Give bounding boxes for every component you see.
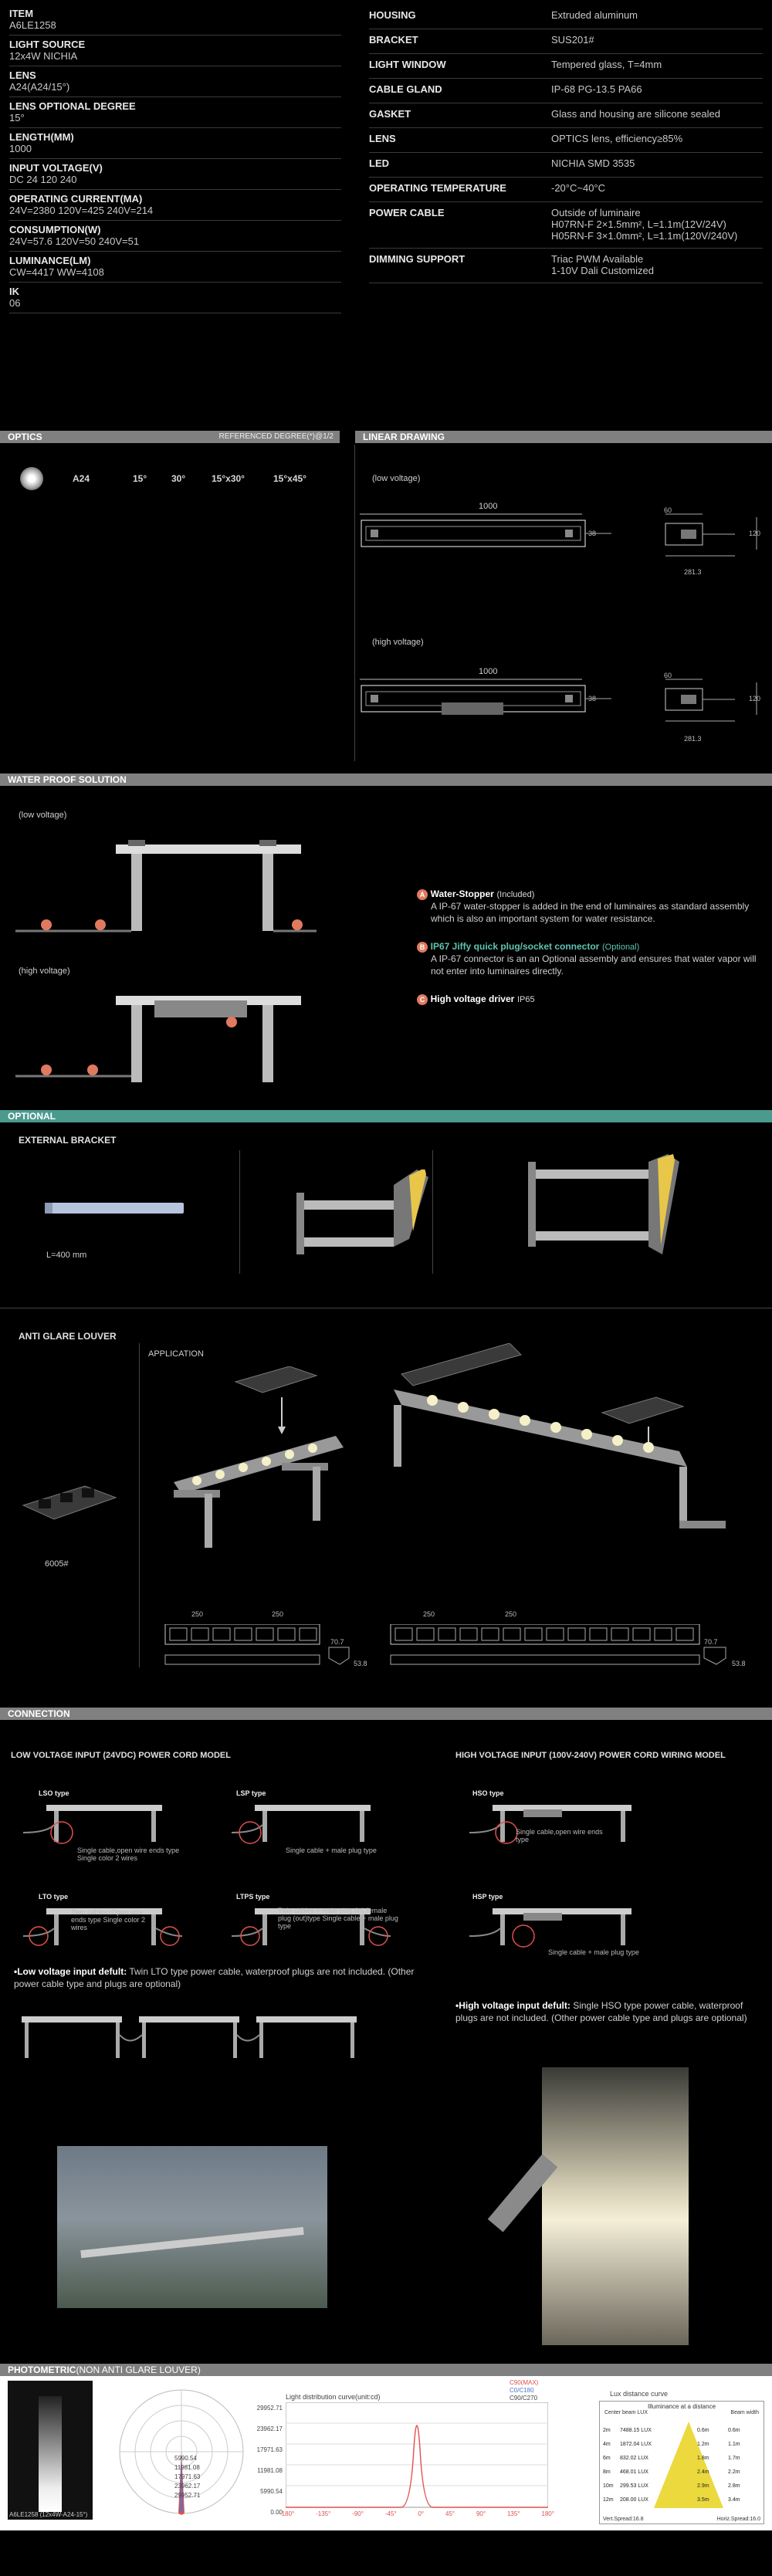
spec-value: H07RN-F 2×1.5mm², L=1.1m(12V/24V) — [551, 218, 726, 230]
spec-value: 06 — [9, 297, 21, 309]
lux-cell: 299.53 LUX — [620, 2483, 648, 2489]
lux-row — [600, 2437, 764, 2451]
spec-value: OPTICS lens, efficiency≥85% — [551, 133, 683, 144]
spec-row — [369, 128, 763, 153]
beam-sample — [8, 2381, 93, 2520]
waterproof-item-b-title: IP67 Jiffy quick plug/socket connector — [430, 941, 600, 952]
degree-4: 15°x45° — [273, 473, 306, 484]
lux-col-1: Beam width — [730, 2410, 759, 2415]
lux-cell: 2.8m — [728, 2483, 740, 2489]
vert-spread: Vert.Spread:16.8 — [603, 2517, 644, 2522]
spec-value: 1-10V Dali Customized — [551, 265, 654, 276]
linear-high-drawing — [357, 675, 766, 744]
spec-row — [369, 54, 763, 79]
curve-y-3: 11981.08 — [257, 2467, 283, 2474]
waterproof-notes — [417, 888, 764, 1005]
photometric-title: PHOTOMETRIC — [8, 2364, 76, 2375]
lux-row — [600, 2465, 764, 2479]
louver-part — [15, 1482, 124, 1528]
spec-row — [369, 178, 763, 202]
spec-row — [9, 5, 341, 36]
spec-row — [369, 103, 763, 128]
external-bracket-title: EXTERNAL BRACKET — [19, 1135, 117, 1146]
spec-value: SUS201# — [551, 34, 594, 46]
wall-light-photo — [542, 2067, 689, 2345]
curve-x-8: 180° — [541, 2510, 554, 2517]
waterproof-item-c-title: High voltage driver — [430, 994, 515, 1004]
high-voltage-title: HIGH VOLTAGE INPUT (100V-240V) POWER CORD WIRING MODEL — [455, 1751, 726, 1760]
waterproof-item-b — [417, 940, 764, 977]
lux-title: Lux distance curve — [610, 2390, 669, 2398]
polar-val-4: 23962.17 — [174, 2483, 201, 2490]
degree-1: 15° — [133, 473, 147, 484]
lux-cell: 1.2m — [697, 2441, 709, 2447]
beam-glow — [39, 2396, 62, 2512]
waterproof-title: WATER PROOF SOLUTION — [8, 774, 127, 785]
spec-value-group — [9, 297, 341, 309]
lux-table — [600, 2423, 764, 2507]
curve-y-0: 29952.71 — [256, 2405, 283, 2412]
spec-value-group — [9, 112, 341, 124]
lux-panel — [599, 2401, 764, 2524]
linear-low-label: (low voltage) — [372, 474, 421, 483]
lux-cell: 2.2m — [728, 2469, 740, 2475]
curve-y-2: 17971.63 — [256, 2446, 283, 2453]
application-1 — [158, 1366, 390, 1559]
curve-x-axis — [279, 2510, 554, 2517]
linear-drawing-bar — [355, 431, 772, 443]
installation-photo — [57, 2146, 327, 2308]
linear-high-bracket: 120 — [749, 695, 761, 702]
photometric-bar — [0, 2364, 772, 2376]
spec-label: LENS OPTIONAL DEGREE — [9, 100, 136, 112]
spec-row — [9, 128, 341, 159]
ltps-desc: Twin cables + male plug (in),female plug (out)type Single cable + male plug type — [278, 1907, 398, 1930]
polar-val-1: 5990.54 — [174, 2455, 197, 2462]
curve-x-2: -90° — [352, 2510, 364, 2517]
louver-dim-b: 250 — [272, 1610, 284, 1618]
curve-legend — [510, 2379, 538, 2402]
spec-label: LENS — [9, 69, 36, 81]
bracket-assembly-2 — [525, 1154, 687, 1270]
linear-high-total: 281.3 — [684, 735, 702, 743]
louver-dim-a: 250 — [191, 1610, 204, 1618]
hsp-name: HSP type — [472, 1893, 503, 1901]
spec-value: A24(A24/15°) — [9, 81, 70, 93]
polar-val-5: 29952.71 — [174, 2492, 201, 2499]
linear-low-bracket: 120 — [749, 530, 761, 537]
spec-value: 24V=2380 120V=425 240V=214 — [9, 205, 154, 216]
photo-fixture — [80, 2227, 303, 2258]
spec-value: Glass and housing are silicone sealed — [551, 108, 720, 120]
lux-row — [600, 2479, 764, 2493]
waterproof-item-a-desc: A IP-67 water-stopper is added in the end of luminaires as standard assembly which is also an important system for water resistance. — [431, 901, 750, 924]
linear-low-width: 60 — [664, 506, 672, 514]
linear-title: LINEAR DRAWING — [363, 432, 445, 442]
spec-table-right — [369, 5, 763, 283]
degree-3: 15°x30° — [212, 473, 245, 484]
spec-row — [9, 283, 341, 313]
section-divider — [354, 445, 355, 761]
spec-value-group — [9, 174, 341, 185]
spec-label: ITEM — [9, 8, 34, 19]
louver-dim-left — [154, 1624, 355, 1678]
lux-cell: 2.9m — [697, 2483, 709, 2489]
low-chain-diagram — [14, 2012, 384, 2066]
waterproof-low-label: (low voltage) — [19, 811, 67, 820]
bracket-drawing — [45, 1195, 191, 1226]
high-default-note — [455, 1999, 764, 2024]
lux-cell: 2.4m — [697, 2469, 709, 2475]
curve-x-5: 45° — [445, 2510, 455, 2517]
spec-label: LIGHT WINDOW — [369, 59, 446, 70]
optional-bar — [0, 1110, 772, 1122]
spec-label: LUMINANCE(LM) — [9, 255, 91, 266]
connection-title: CONNECTION — [8, 1708, 70, 1719]
lux-cell: 8m — [603, 2469, 611, 2475]
lux-row — [600, 2451, 764, 2465]
badge-b-icon: B — [417, 942, 428, 953]
optics-title: OPTICS — [8, 432, 42, 442]
lso-desc: Single cable,open wire ends type Single color 2 wires — [77, 1847, 180, 1862]
linear-high-length: 1000 — [479, 667, 498, 676]
lto-desc: Twin cables+Open wire ends type Single color 2 wires — [71, 1908, 146, 1931]
beam-sample-label: A6LE1258 (12x4W-A24-15°) — [9, 2511, 88, 2518]
louver-code: 6005# — [45, 1559, 69, 1569]
low-voltage-title: LOW VOLTAGE INPUT (24VDC) POWER CORD MODEL — [11, 1751, 231, 1760]
louver-dim-c2: 70.7 — [704, 1638, 718, 1646]
curve-x-6: 90° — [476, 2510, 486, 2517]
wall-fixture — [488, 2155, 558, 2232]
spec-value: 24V=57.6 120V=50 240V=51 — [9, 235, 140, 247]
spec-value: 15° — [9, 112, 25, 124]
photometric-note: (NON ANTI GLARE LOUVER) — [76, 2364, 201, 2375]
waterproof-item-c-suffix: IP65 — [516, 995, 535, 1004]
lux-cell: 6m — [603, 2455, 611, 2461]
spec-label: LENGTH(MM) — [9, 131, 74, 143]
spec-value: A6LE1258 — [9, 19, 56, 31]
lens-icon — [20, 467, 43, 490]
spec-row — [369, 249, 763, 283]
lux-cell: 0.6m — [697, 2427, 709, 2433]
curve-x-1: -135° — [316, 2510, 331, 2517]
low-default-text: Twin LTO type power cable, waterproof plugs are not included. (Other power cable type and plugs are optional) — [14, 1966, 415, 1989]
linear-high-label: (high voltage) — [372, 638, 424, 647]
spec-value-group — [551, 157, 635, 171]
spec-value: Extruded aluminum — [551, 9, 638, 21]
spec-label: IK — [9, 286, 19, 297]
spec-value: CW=4417 WW=4108 — [9, 266, 104, 278]
lux-col-headers — [600, 2410, 764, 2415]
spec-value-group — [9, 19, 341, 31]
lux-cell: 3.5m — [697, 2496, 709, 2503]
waterproof-item-a-title: Water-Stopper — [430, 889, 494, 899]
legend-c0c180: C0/C180 — [510, 2387, 534, 2394]
lux-col-0: Center beam LUX — [604, 2410, 648, 2415]
spec-row — [9, 97, 341, 128]
linear-high-height: 38 — [588, 695, 597, 702]
spec-label: DIMMING SUPPORT — [369, 253, 466, 265]
low-default-note — [14, 1965, 415, 1990]
lux-row — [600, 2493, 764, 2507]
spec-row — [9, 221, 341, 252]
lsp-desc: Single cable + male plug type — [286, 1847, 377, 1854]
lux-header: Illuminance at a distance — [647, 2403, 716, 2410]
spec-row — [9, 252, 341, 283]
spec-row — [369, 5, 763, 29]
lsp-diagram — [224, 1802, 378, 1848]
degree-2: 30° — [171, 473, 186, 484]
curve-x-7: 135° — [506, 2510, 520, 2517]
curve-y-1: 23962.17 — [256, 2425, 283, 2432]
linear-high-width: 60 — [664, 672, 672, 679]
waterproof-bar — [0, 773, 772, 786]
badge-a-icon: A — [417, 889, 428, 900]
bracket-assembly-1 — [293, 1170, 440, 1270]
spec-table-left — [9, 5, 341, 313]
spec-value-group — [9, 81, 341, 93]
curve-x-4: 0° — [418, 2510, 425, 2517]
spec-row — [9, 66, 341, 97]
louver-dim-c: 70.7 — [330, 1638, 344, 1646]
louver-title: ANTI GLARE LOUVER — [19, 1331, 117, 1342]
louver-dim-d2: 53.8 — [732, 1660, 746, 1667]
spec-value: Tempered glass, T=4mm — [551, 59, 662, 70]
lsp-name: LSP type — [236, 1789, 266, 1797]
lso-diagram — [15, 1802, 185, 1848]
waterproof-item-a-suffix: (Included) — [496, 890, 535, 899]
spec-label: LENS — [369, 133, 396, 144]
spec-row — [369, 153, 763, 178]
spec-label: CONSUMPTION(W) — [9, 224, 101, 235]
lux-cell: 208.00 LUX — [620, 2496, 648, 2503]
optional-title: OPTIONAL — [8, 1111, 56, 1122]
curve-title: Light distribution curve(unit:cd) — [286, 2393, 381, 2401]
spec-label: CABLE GLAND — [369, 83, 442, 95]
spec-label: OPERATING TEMPERATURE — [369, 182, 506, 194]
louver-divider — [139, 1343, 140, 1667]
spec-value: 12x4W NICHIA — [9, 50, 78, 62]
waterproof-item-c — [417, 993, 764, 1005]
spec-value: H05RN-F 3×1.0mm², L=1.1m(120V/240V) — [551, 230, 738, 242]
spec-row — [9, 36, 341, 66]
spec-label: POWER CABLE — [369, 207, 445, 218]
spec-value-group — [9, 205, 341, 216]
spec-value-group — [551, 182, 605, 195]
spec-value-group — [9, 235, 341, 247]
spec-label: GASKET — [369, 108, 411, 120]
high-default-label: •High voltage input defult: — [455, 2000, 571, 2011]
lux-cell: 832.02 LUX — [620, 2455, 648, 2461]
lux-cell: 1872.04 LUX — [620, 2441, 652, 2447]
louver-dim-right — [386, 1624, 749, 1678]
linear-low-drawing — [357, 509, 766, 579]
optics-row — [15, 467, 340, 490]
spec-value-group — [551, 253, 654, 276]
curve-y-axis — [245, 2398, 283, 2523]
waterproof-item-a — [417, 888, 764, 925]
hsp-desc: Single cable + male plug type — [548, 1948, 639, 1956]
curve-y-4: 5990.54 — [260, 2488, 283, 2495]
optics-bar — [0, 431, 340, 443]
spec-value-group — [551, 34, 594, 47]
lux-cell: 1.7m — [728, 2455, 740, 2461]
spec-label: LED — [369, 157, 389, 169]
application-label: APPLICATION — [148, 1349, 204, 1359]
spec-label: OPERATING CURRENT(MA) — [9, 193, 143, 205]
ltps-name: LTPS type — [236, 1893, 270, 1901]
waterproof-high-diagram — [15, 991, 324, 1092]
legend-c90c270: C90/C270 — [510, 2395, 538, 2402]
spec-value: IP-68 PG-13.5 PA66 — [551, 83, 642, 95]
curve-x-0: -180° — [279, 2510, 295, 2517]
optics-note: REFERENCED DEGREE(*)@1/2 — [218, 432, 334, 441]
optional-divider-1 — [239, 1150, 240, 1274]
spec-value-group — [9, 143, 341, 154]
spec-value-group — [9, 266, 341, 278]
curve-x-3: -45° — [384, 2510, 397, 2517]
spec-row — [369, 79, 763, 103]
spec-value-group — [551, 207, 737, 242]
hso-desc: Single cable,open wire ends type — [516, 1828, 603, 1843]
polar-val-3: 17971.63 — [174, 2473, 201, 2480]
spec-value-group — [551, 133, 682, 146]
louver-dim-d: 53.8 — [354, 1660, 367, 1667]
lux-cell: 2m — [603, 2427, 611, 2433]
waterproof-item-b-suffix: (Optional) — [601, 943, 640, 952]
spec-label: BRACKET — [369, 34, 418, 46]
curve-y-5: 0.00 — [270, 2509, 283, 2516]
bracket-length: L=400 mm — [46, 1251, 87, 1260]
spec-value: DC 24 120 240 — [9, 174, 77, 185]
spec-value: Triac PWM Available — [551, 253, 644, 265]
lux-cell: 10m — [603, 2483, 614, 2489]
polar-val-2: 11981.08 — [174, 2464, 200, 2471]
lux-cell: 0.6m — [728, 2427, 740, 2433]
connection-bar — [0, 1708, 772, 1720]
high-default-text: Single HSO type power cable, waterproof plugs are not included. (Other power cable type and plugs are optional) — [455, 2000, 747, 2023]
louver-dim-a2: 250 — [423, 1610, 435, 1618]
waterproof-item-b-desc: A IP-67 connector is an an Optional assembly and ensures that water vapor will not enter into luminaires directly. — [431, 953, 757, 977]
spec-value-group — [551, 108, 720, 121]
spec-value-group — [551, 59, 662, 72]
linear-low-height: 38 — [588, 530, 597, 537]
spec-value: 1000 — [9, 143, 32, 154]
spec-label: HOUSING — [369, 9, 416, 21]
spec-value-group — [551, 9, 638, 22]
lens-code: A24 — [73, 473, 90, 484]
lux-cell: 12m — [603, 2496, 614, 2503]
lux-cell: 1.1m — [728, 2441, 740, 2447]
horiz-spread: Horiz.Spread:16.0 — [716, 2517, 760, 2522]
lux-cell: 7488.15 LUX — [620, 2427, 652, 2433]
lux-cell: 3.4m — [728, 2496, 740, 2503]
distribution-curve — [286, 2402, 548, 2515]
application-2 — [386, 1343, 749, 1552]
linear-low-length: 1000 — [479, 502, 498, 511]
low-default-label: •Low voltage input defult: — [14, 1966, 127, 1977]
spec-row — [369, 29, 763, 54]
legend-c90max: C90(MAX) — [510, 2379, 539, 2386]
waterproof-low-diagram — [15, 840, 324, 948]
spec-label: INPUT VOLTAGE(V) — [9, 162, 103, 174]
louver-dim-b2: 250 — [505, 1610, 517, 1618]
lto-name: LTO type — [39, 1893, 69, 1901]
spec-row — [369, 202, 763, 249]
spec-row — [9, 190, 341, 221]
spec-value: NICHIA SMD 3535 — [551, 157, 635, 169]
hsp-diagram — [462, 1905, 647, 1951]
spec-value-group — [9, 50, 341, 62]
lux-cell: 468.01 LUX — [620, 2469, 648, 2475]
spec-value: -20°C~40°C — [551, 182, 606, 194]
spec-value: Outside of luminaire — [551, 207, 641, 218]
badge-c-icon: C — [417, 994, 428, 1005]
linear-low-total: 281.3 — [684, 568, 702, 576]
lux-row — [600, 2423, 764, 2437]
lux-cell: 1.8m — [697, 2455, 709, 2461]
spec-row — [9, 159, 341, 190]
lso-name: LSO type — [39, 1789, 69, 1797]
spec-label: LIGHT SOURCE — [9, 39, 86, 50]
hso-name: HSO type — [472, 1789, 504, 1797]
spec-value-group — [551, 83, 642, 96]
polar-diagram — [108, 2382, 255, 2521]
lux-cell: 4m — [603, 2441, 611, 2447]
waterproof-high-label: (high voltage) — [19, 966, 70, 976]
